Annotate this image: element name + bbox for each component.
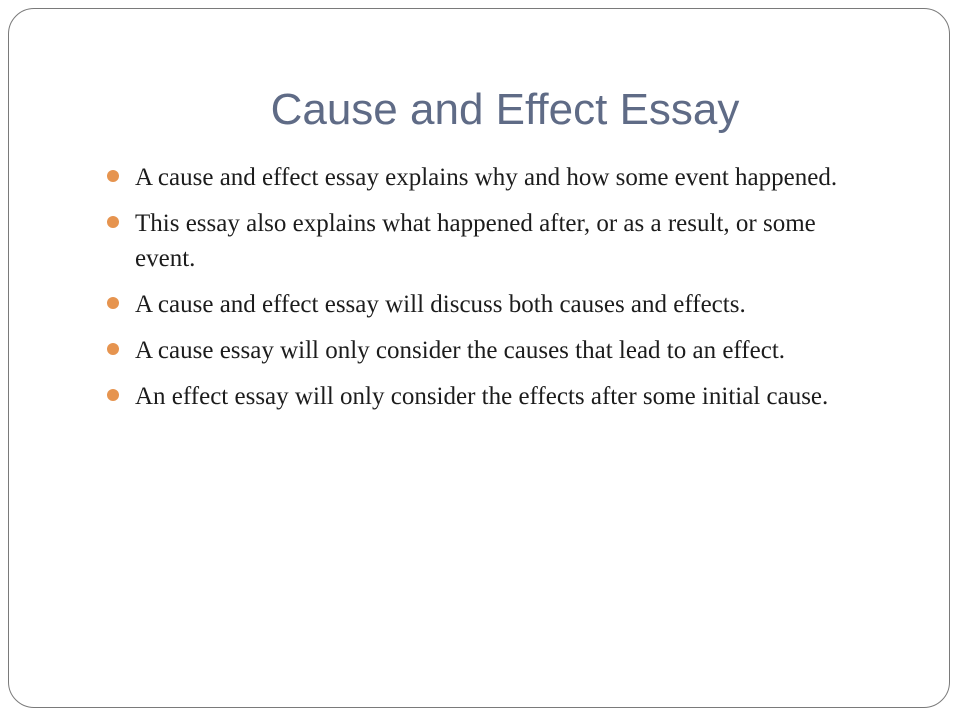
bullet-text: This essay also explains what happened after, or as a result, or some event. (135, 210, 816, 272)
bullet-text: A cause and effect essay explains why and how some event happened. (135, 164, 838, 191)
bullet-text: A cause and effect essay will discuss both causes and effects. (135, 291, 746, 318)
bullet-list (104, 160, 864, 425)
bullet-text: A cause essay will only consider the causes that lead to an effect. (135, 337, 786, 364)
bullet-item (104, 160, 864, 195)
bullet-item (104, 379, 864, 414)
slide-title: Cause and Effect Essay (270, 85, 740, 134)
bullet-item (104, 287, 864, 322)
bullet-item (104, 206, 864, 276)
bullet-item (104, 333, 864, 368)
bullet-dot-icon (107, 297, 119, 309)
bullet-dot-icon (107, 170, 119, 182)
bullet-dot-icon (107, 343, 119, 355)
bullet-text: An effect essay will only consider the effects after some initial cause. (135, 383, 829, 410)
bullet-dot-icon (107, 389, 119, 401)
bullet-dot-icon (107, 216, 119, 228)
